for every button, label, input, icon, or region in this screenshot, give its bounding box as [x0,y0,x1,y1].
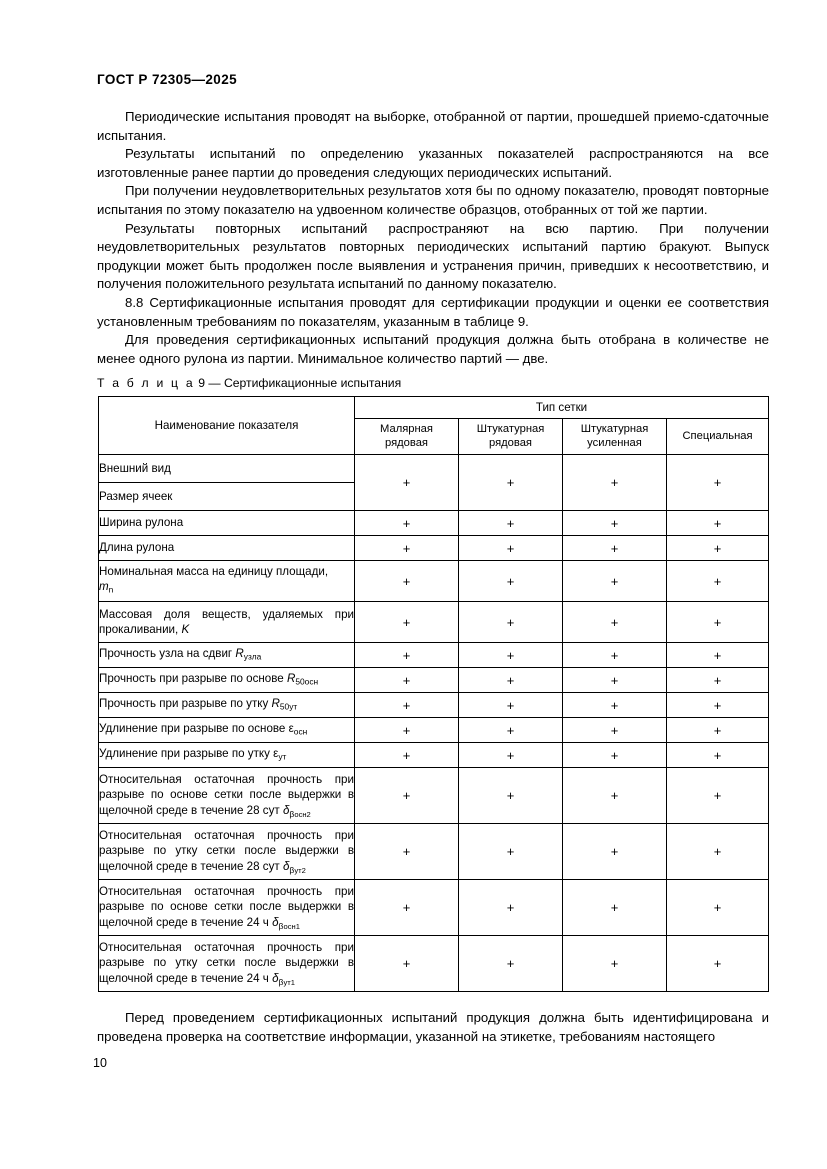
row-mark: + [667,455,769,511]
row-mark: + [355,743,459,768]
row-indicator-text: Прочность узла на сдвиг [99,646,233,660]
page-number: 10 [93,1056,107,1070]
row-mark: + [355,718,459,743]
table-row [99,511,769,536]
row-indicator [99,602,355,643]
table-head [99,397,769,455]
table-caption-number: 9 [198,376,205,390]
row-indicator [99,824,355,880]
body-text-block [97,108,769,368]
header-line: Штукатурная [476,423,545,435]
row-indicator: Размер ячеек [99,483,355,511]
table-header-row-1 [99,397,769,419]
paragraph: Результаты испытаний по определению указанных показателей распространяются на все изготовленные ранее партии до проведения следующих периодических испытаний. [97,146,769,180]
row-indicator-text: Относительная остаточная прочность при разрыве по основе сетки после выдержки в щелочной среде в течение 28 сут [99,772,354,817]
row-mark: + [355,880,459,936]
table-row [99,743,769,768]
table-row [99,936,769,992]
row-mark: + [667,561,769,602]
row-indicator-subscript [289,810,310,819]
row-mark: + [563,511,667,536]
row-indicator-text: Относительная остаточная прочность при разрыве по утку сетки после выдержки в щелочной среде в течение 28 сут [99,828,354,873]
row-mark: + [563,743,667,768]
subscript-tail: осн1 [283,921,300,931]
row-mark: + [355,824,459,880]
row-indicator-symbol: ε [288,721,294,735]
row-indicator [99,936,355,992]
row-indicator-subscript: 50ут [279,700,298,711]
row-indicator-subscript [289,866,305,875]
row-mark: + [459,880,563,936]
header-column-shtukaturnaia-usilennaia [563,419,667,455]
row-mark: + [667,880,769,936]
row-indicator: Ширина рулона [99,511,355,536]
row-indicator-subscript [279,922,300,931]
row-indicator-text: Массовая доля веществ, удаляемых при прокаливании, [99,607,354,636]
row-mark: + [667,743,769,768]
row-mark: + [667,936,769,992]
subscript-beta: β [289,808,295,819]
paragraph: Результаты повторных испытаний распространяют на всю партию. При получении неудовлетворительных результатов повторных периодических испытаний партию бракуют. Выпуск продукции может быть продолжен после выявления и устранения причин, приведших к несоответствию, и получения положительного результата испытаний по данному показателю. [97,220,769,292]
footer-text-block [97,1009,769,1046]
row-mark: + [563,718,667,743]
row-mark: + [563,536,667,561]
row-indicator-text: Номинальная масса на единицу площади, [99,564,329,578]
header-line: Штукатурная [580,423,649,435]
row-mark: + [459,643,563,668]
row-indicator [99,668,355,693]
row-indicator-symbol: ε [273,746,279,760]
row-mark: + [667,768,769,824]
row-indicator-subscript: осн [293,725,308,736]
row-mark: + [355,536,459,561]
row-indicator-symbol: R [271,696,280,710]
table-row [99,824,769,880]
table-row [99,643,769,668]
header-column-shtukaturnaia-riadovaia [459,419,563,455]
row-mark: + [667,511,769,536]
row-indicator-symbol: δ [282,859,290,873]
row-indicator [99,643,355,668]
table-row [99,768,769,824]
row-mark: + [563,668,667,693]
table-row [99,693,769,718]
row-indicator-text: Прочность при разрыве по основе [99,671,284,685]
row-mark: + [459,455,563,511]
row-mark: + [459,693,563,718]
header-column-spetsialnaia [667,419,769,455]
certification-tests-table [98,396,769,992]
subscript-tail: осн2 [294,809,311,819]
row-indicator [99,718,355,743]
table-caption [97,376,401,390]
row-mark: + [667,824,769,880]
header-line: усиленная [587,436,642,449]
row-indicator-symbol: K [181,623,190,636]
row-indicator-subscript: ут [278,750,287,761]
row-mark: + [667,693,769,718]
row-mark: + [355,668,459,693]
header-indicator-name: Наименование показателя [99,397,355,455]
row-mark: + [563,643,667,668]
header-column-maliarnaia-riadovaia [355,419,459,455]
header-line: Специальная [682,429,753,442]
row-indicator [99,743,355,768]
row-indicator-subscript [279,978,295,987]
row-indicator-subscript: 50осн [295,675,319,686]
row-indicator-symbol: δ [282,803,290,817]
subscript-beta: β [278,976,284,987]
table-row [99,536,769,561]
table-row [99,602,769,643]
row-indicator [99,693,355,718]
header-line: Малярная [380,423,433,435]
row-mark: + [459,536,563,561]
row-mark: + [667,602,769,643]
row-indicator-subscript: n [108,584,114,595]
row-indicator: Внешний вид [99,455,355,483]
row-mark: + [355,511,459,536]
paragraph: Перед проведением сертификационных испытаний продукция должна быть идентифицирована и проведена проверка на соответствие информации, указанной на этикетке, требованиям настоящего [97,1010,769,1044]
table-caption-dash: — [208,376,221,390]
paragraph: При получении неудовлетворительных результатов хотя бы по одному показателю, проводят повторные испытания по этому показателю на удвоенном количестве образцов, отобранных от той же партии. [97,183,769,217]
row-mark: + [563,602,667,643]
row-mark: + [667,536,769,561]
row-mark: + [563,561,667,602]
row-mark: + [563,936,667,992]
table-row [99,561,769,602]
row-mark: + [563,824,667,880]
paragraph: Для проведения сертификационных испытаний продукция должна быть отобрана в количестве не менее одного рулона из партии. Минимальное количество партий — две. [97,332,769,366]
row-mark: + [563,880,667,936]
row-indicator: Длина рулона [99,536,355,561]
header-line: рядовая [488,436,532,449]
table-row [99,718,769,743]
subscript-beta: β [278,920,284,931]
row-indicator-symbol: δ [272,971,279,985]
row-mark: + [563,455,667,511]
row-mark: + [459,768,563,824]
row-mark: + [355,693,459,718]
row-indicator-text: Относительная остаточная прочность при разрыве по утку сетки после выдержки в щелочной среде в течение 24 ч [99,940,354,985]
row-mark: + [667,718,769,743]
row-mark: + [355,768,459,824]
row-mark: + [459,936,563,992]
row-mark: + [459,668,563,693]
row-indicator-text: Прочность при разрыве по утку [99,696,269,710]
row-indicator [99,561,355,602]
row-mark: + [459,561,563,602]
subscript-tail: ут1 [283,977,295,987]
row-mark: + [355,602,459,643]
paragraph-clause-8-8: 8.8 Сертификационные испытания проводят для сертификации продукции и оценки ее соответствия установленным требованиям по показателям, указанным в таблице 9. [97,294,769,329]
standard-header: ГОСТ Р 72305—2025 [97,72,238,87]
row-mark: + [355,561,459,602]
certification-tests-table-wrapper [98,396,768,992]
row-mark: + [459,743,563,768]
paragraph: Периодические испытания проводят на выборке, отобранной от партии, прошедшей приемо-сдаточные испытания. [97,109,769,143]
subscript-beta: β [289,864,295,875]
row-mark: + [563,768,667,824]
row-indicator-text: Относительная остаточная прочность при разрыве по основе сетки после выдержки в щелочной среде в течение 24 ч [99,884,354,929]
row-indicator-text: Удлинение при разрыве по основе [99,721,286,735]
table-caption-title: Сертификационные испытания [223,376,402,390]
table-caption-label: Т а б л и ц а [97,376,195,390]
row-mark: + [355,936,459,992]
row-mark: + [459,511,563,536]
table-row [99,880,769,936]
row-mark: + [459,824,563,880]
row-mark: + [563,693,667,718]
header-line: рядовая [384,436,428,449]
row-mark: + [355,455,459,511]
row-mark: + [459,602,563,643]
row-indicator [99,880,355,936]
row-mark: + [459,718,563,743]
row-indicator-symbol: R [235,646,244,660]
subscript-tail: ут2 [294,865,306,875]
row-indicator-subscript: узла [243,650,262,661]
row-mark: + [667,668,769,693]
row-indicator [99,768,355,824]
row-indicator-symbol: R [286,671,296,685]
row-indicator-text: Удлинение при разрыве по утку [99,746,270,760]
table-row [99,455,769,483]
row-indicator-symbol: m [99,580,109,594]
row-mark: + [355,643,459,668]
table-body [99,455,769,992]
header-group-mesh-type: Тип сетки [355,397,769,419]
row-indicator-symbol: δ [272,915,279,929]
table-row [99,668,769,693]
row-mark: + [667,643,769,668]
